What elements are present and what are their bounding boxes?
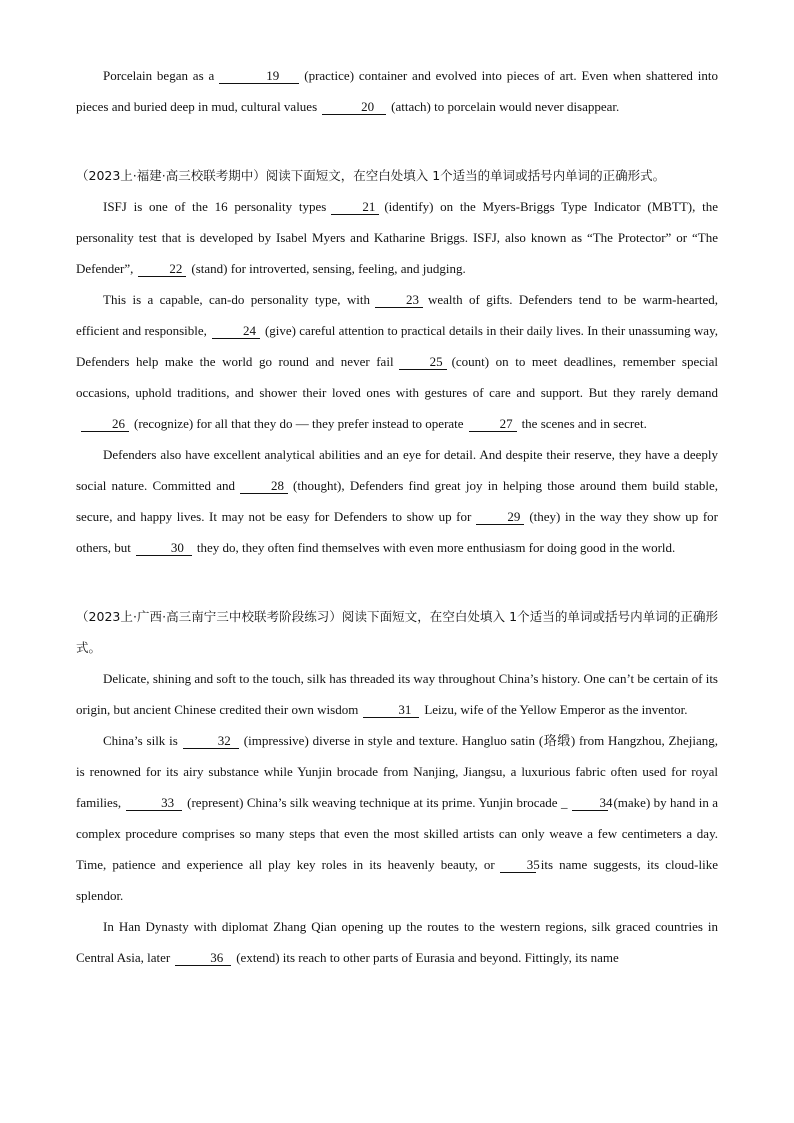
blank-32[interactable]: 32 xyxy=(183,733,239,749)
text: (count) on to meet deadlines, remember special occasions, uphold traditions, and shower their loved ones with gestures of care and support. But they rarely demand xyxy=(76,354,719,400)
text: Porcelain began as a xyxy=(103,68,215,83)
text: (practice) container and evolved into pieces of art. Even when shattered into pieces and buried deep in mud, cultural values xyxy=(76,68,718,114)
text: (make) by hand in a complex procedure comprises so many steps that even the most skilled artists can only weave a few centimeters a day. Time, patience and experience all play key roles in its heavenly beauty, or xyxy=(76,795,718,872)
text: China’s silk is xyxy=(103,733,178,748)
section-heading-fujian: （2023上·福建·高三校联考期中）阅读下面短文，在空白处填入 1个适当的单词或括号内单词的正确形式。 xyxy=(76,168,666,183)
text: Defenders also have excellent analytical abilities and an eye for detail. And despite their reserve, they have a deeply social nature. Committed and xyxy=(76,447,718,493)
text: (thought), Defenders find great joy in helping those around them build stable, secure, and happy lives. It may not be easy for Defenders to show up for xyxy=(76,478,718,524)
blank-33[interactable]: 33 xyxy=(126,795,182,811)
blank-21[interactable]: 21 xyxy=(331,199,379,215)
text: (identify) on the Myers-Briggs Type Indicator (MBTT), the personality test that is developed by Isabel Myers and Katharine Briggs. ISFJ, also known as “The Protector” or “The Defender”, xyxy=(76,199,718,276)
blank-25[interactable]: 25 xyxy=(399,354,447,370)
document-page xyxy=(76,60,718,973)
text: (they) in the way they show up for others, but xyxy=(76,509,718,555)
blank-28[interactable]: 28 xyxy=(240,478,288,494)
paragraph-han-dynasty xyxy=(76,911,718,973)
text: In Han Dynasty with diplomat Zhang Qian opening up the routes to the western regions, silk graced countries in Central Asia, later xyxy=(76,919,718,965)
paragraph-capable xyxy=(76,284,718,439)
blank-29[interactable]: 29 xyxy=(476,509,524,525)
paragraph-isfj xyxy=(76,191,718,284)
blank-19[interactable]: 19 xyxy=(219,68,299,84)
blank-22[interactable]: 22 xyxy=(138,261,186,277)
text: (recognize) for all that they do — they prefer instead to operate xyxy=(134,416,464,431)
blank-20[interactable]: 20 xyxy=(322,99,386,115)
blank-34[interactable]: 34 xyxy=(572,795,608,811)
text: (attach) to porcelain would never disappear. xyxy=(391,99,620,114)
text: Leizu, wife of the Yellow Emperor as the inventor. xyxy=(424,702,688,717)
section-heading-guangxi: （2023上·广西·高三南宁三中校联考阶段练习）阅读下面短文，在空白处填入 1个适当的单词或括号内单词的正确形式。 xyxy=(76,609,718,655)
text: Delicate, shining and soft to the touch, silk has threaded its way throughout China’s history. One can’t be certain of its origin, but ancient Chinese credited their own wisdom xyxy=(76,671,718,717)
blank-27[interactable]: 27 xyxy=(469,416,517,432)
blank-24[interactable]: 24 xyxy=(212,323,260,339)
paragraph-silk-intro xyxy=(76,663,718,725)
text: they do, they often find themselves with even more enthusiasm for doing good in the world. xyxy=(196,540,676,555)
paragraph-analytical xyxy=(76,439,718,563)
text: (represent) China’s silk weaving technique at its prime. Yunjin brocade _ xyxy=(187,795,568,810)
text: wealth of gifts. Defenders tend to be warm-hearted, efficient and responsible, xyxy=(76,292,719,338)
text: the scenes and in secret. xyxy=(521,416,647,431)
paragraph-porcelain xyxy=(76,60,718,122)
text: (stand) for introverted, sensing, feeling, and judging. xyxy=(191,261,466,276)
text: its name suggests, its cloud-like splendor. xyxy=(76,857,718,903)
blank-36[interactable]: 36 xyxy=(175,950,231,966)
text: This is a capable, can-do personality type, with xyxy=(103,292,370,307)
text: (extend) its reach to other parts of Eurasia and beyond. Fittingly, its name xyxy=(236,950,619,965)
text: (impressive) diverse in style and texture. Hangluo satin (珞缎) from Hangzhou, Zhejiang, is renowned for its airy substance while Yunjin brocade from Nanjing, Jiangsu, a luxurious fabric often used for royal families, xyxy=(76,733,718,810)
blank-31[interactable]: 31 xyxy=(363,702,419,718)
text: ISFJ is one of the 16 personality types xyxy=(103,199,327,214)
blank-30[interactable]: 30 xyxy=(136,540,192,556)
paragraph-silk-diverse xyxy=(76,725,718,911)
blank-23[interactable]: 23 xyxy=(375,292,423,308)
blank-35[interactable]: 35 xyxy=(500,857,536,873)
text: (give) careful attention to practical details in their daily lives. In their unassuming way, Defenders help make the world go round and never fail xyxy=(76,323,718,369)
blank-26[interactable]: 26 xyxy=(81,416,129,432)
